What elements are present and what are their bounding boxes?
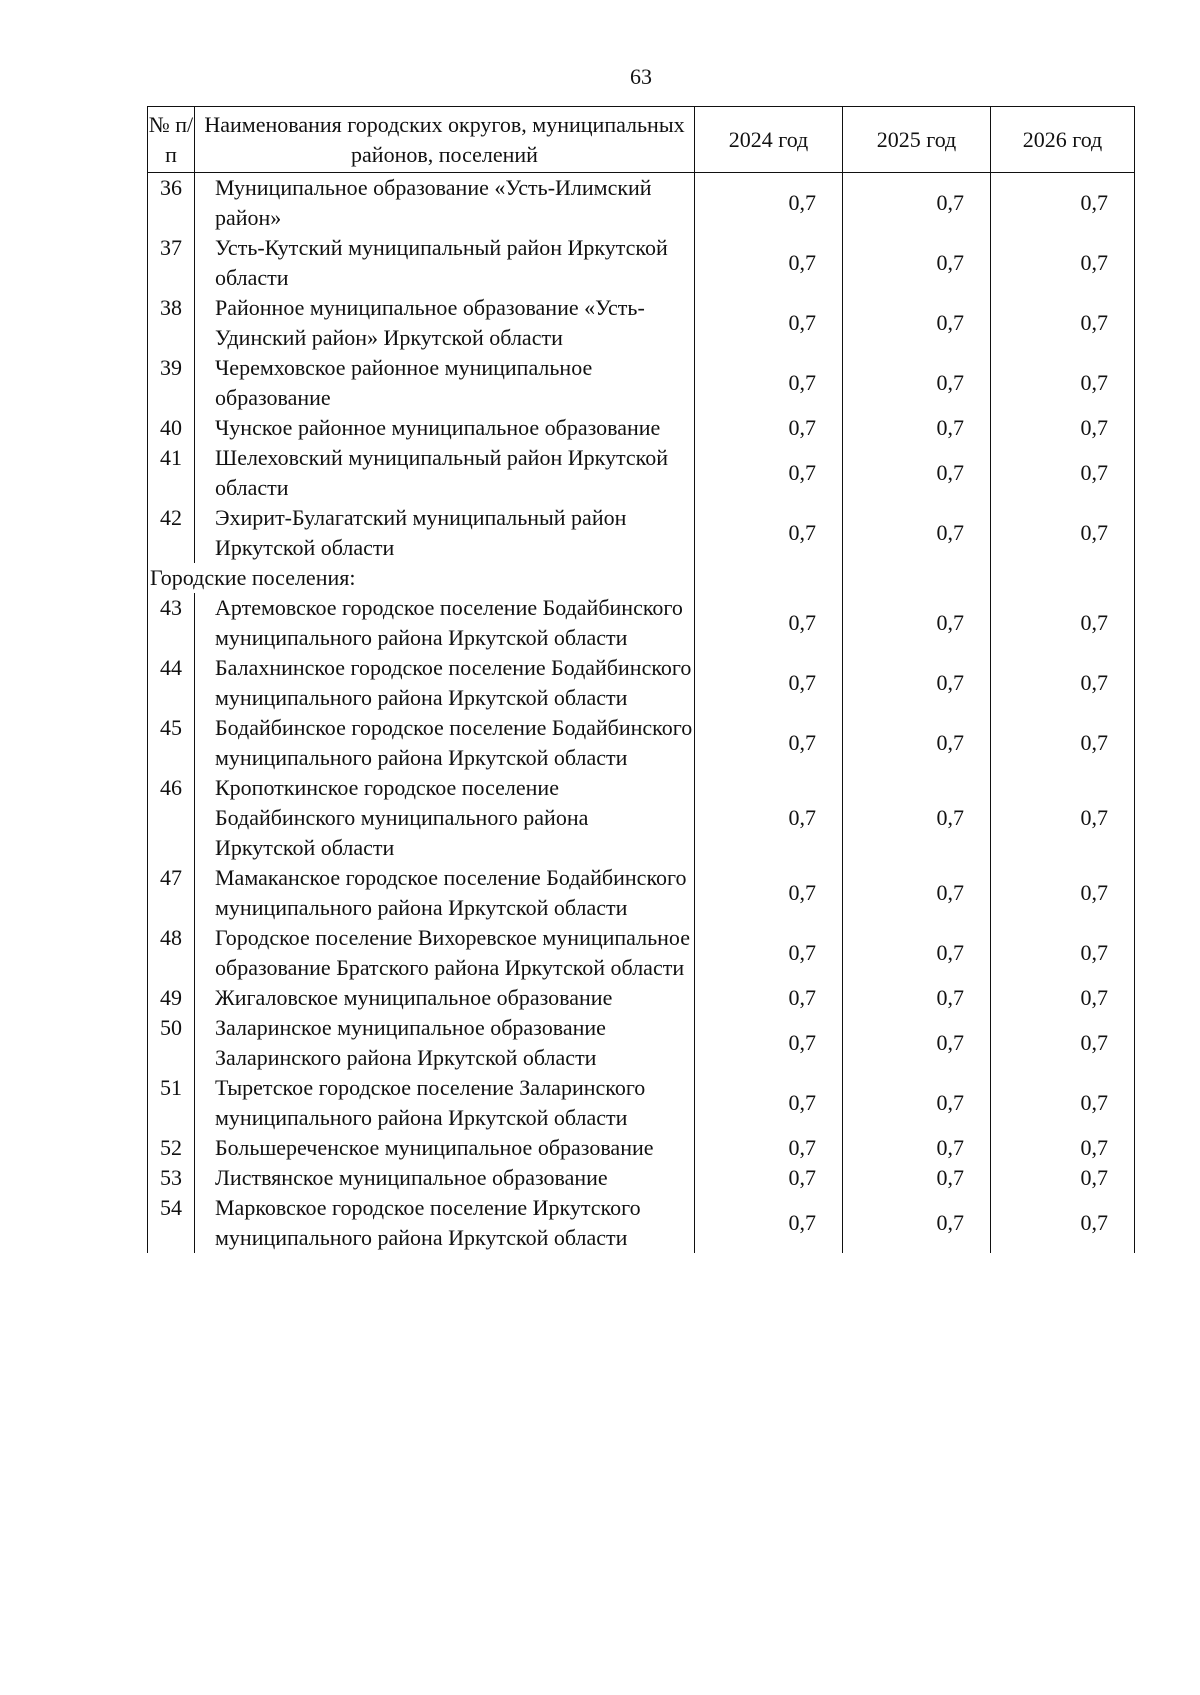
row-number: 37 bbox=[148, 233, 195, 293]
value-2024: 0,7 bbox=[695, 173, 843, 234]
value-2025: 0,7 bbox=[843, 1073, 991, 1133]
row-number: 39 bbox=[148, 353, 195, 413]
row-name: Чунское районное муниципальное образование bbox=[195, 413, 695, 443]
row-number: 42 bbox=[148, 503, 195, 563]
empty-cell bbox=[843, 563, 991, 593]
value-2025: 0,7 bbox=[843, 443, 991, 503]
value-2025: 0,7 bbox=[843, 983, 991, 1013]
row-name: Кропоткинское городское поселение Бодайбинского муниципального района Иркутской области bbox=[195, 773, 695, 863]
value-2025: 0,7 bbox=[843, 293, 991, 353]
value-2025: 0,7 bbox=[843, 413, 991, 443]
value-2026: 0,7 bbox=[991, 443, 1135, 503]
value-2024: 0,7 bbox=[695, 713, 843, 773]
value-2026: 0,7 bbox=[991, 983, 1135, 1013]
allocation-table bbox=[147, 106, 1135, 1253]
header-2025: 2025 год bbox=[843, 107, 991, 173]
value-2025: 0,7 bbox=[843, 233, 991, 293]
page-number: 63 bbox=[630, 64, 652, 89]
table-row bbox=[148, 1193, 1135, 1253]
row-number: 53 bbox=[148, 1163, 195, 1193]
value-2026: 0,7 bbox=[991, 353, 1135, 413]
value-2024: 0,7 bbox=[695, 1163, 843, 1193]
table-row bbox=[148, 353, 1135, 413]
row-number: 54 bbox=[148, 1193, 195, 1253]
header-2026: 2026 год bbox=[991, 107, 1135, 173]
row-name: Муниципальное образование «Усть-Илимский район» bbox=[195, 173, 695, 234]
row-name: Заларинское муниципальное образование Заларинского района Иркутской области bbox=[195, 1013, 695, 1073]
value-2026: 0,7 bbox=[991, 293, 1135, 353]
value-2026: 0,7 bbox=[991, 773, 1135, 863]
value-2025: 0,7 bbox=[843, 1133, 991, 1163]
row-number: 44 bbox=[148, 653, 195, 713]
row-number: 45 bbox=[148, 713, 195, 773]
section-row bbox=[148, 563, 1135, 593]
empty-cell bbox=[695, 563, 843, 593]
value-2024: 0,7 bbox=[695, 593, 843, 653]
table-row bbox=[148, 863, 1135, 923]
row-name: Районное муниципальное образование «Усть-Удинский район» Иркутской области bbox=[195, 293, 695, 353]
value-2025: 0,7 bbox=[843, 353, 991, 413]
row-number: 46 bbox=[148, 773, 195, 863]
row-name: Балахнинское городское поселение Бодайбинского муниципального района Иркутской области bbox=[195, 653, 695, 713]
row-number: 36 bbox=[148, 173, 195, 234]
value-2024: 0,7 bbox=[695, 503, 843, 563]
row-name: Жигаловское муниципальное образование bbox=[195, 983, 695, 1013]
table-header-row bbox=[148, 107, 1135, 173]
row-number: 43 bbox=[148, 593, 195, 653]
value-2024: 0,7 bbox=[695, 1013, 843, 1073]
value-2025: 0,7 bbox=[843, 713, 991, 773]
table-row bbox=[148, 173, 1135, 234]
value-2024: 0,7 bbox=[695, 413, 843, 443]
table-row bbox=[148, 233, 1135, 293]
row-name: Листвянское муниципальное образование bbox=[195, 1163, 695, 1193]
row-name: Черемховское районное муниципальное образование bbox=[195, 353, 695, 413]
table-row bbox=[148, 593, 1135, 653]
value-2024: 0,7 bbox=[695, 1193, 843, 1253]
row-name: Шелеховский муниципальный район Иркутской области bbox=[195, 443, 695, 503]
value-2024: 0,7 bbox=[695, 773, 843, 863]
empty-cell bbox=[991, 563, 1135, 593]
row-number: 51 bbox=[148, 1073, 195, 1133]
row-number: 48 bbox=[148, 923, 195, 983]
row-name: Тыретское городское поселение Заларинского муниципального района Иркутской области bbox=[195, 1073, 695, 1133]
value-2026: 0,7 bbox=[991, 863, 1135, 923]
value-2024: 0,7 bbox=[695, 923, 843, 983]
value-2025: 0,7 bbox=[843, 173, 991, 234]
value-2024: 0,7 bbox=[695, 983, 843, 1013]
row-number: 50 bbox=[148, 1013, 195, 1073]
value-2024: 0,7 bbox=[695, 653, 843, 713]
header-2024: 2024 год bbox=[695, 107, 843, 173]
value-2024: 0,7 bbox=[695, 1073, 843, 1133]
section-title: Городские поселения: bbox=[148, 563, 695, 593]
value-2024: 0,7 bbox=[695, 443, 843, 503]
table-row bbox=[148, 653, 1135, 713]
value-2025: 0,7 bbox=[843, 923, 991, 983]
value-2026: 0,7 bbox=[991, 1133, 1135, 1163]
table-row bbox=[148, 1133, 1135, 1163]
row-name: Марковское городское поселение Иркутского муниципального района Иркутской области bbox=[195, 1193, 695, 1253]
value-2026: 0,7 bbox=[991, 653, 1135, 713]
value-2026: 0,7 bbox=[991, 923, 1135, 983]
value-2026: 0,7 bbox=[991, 413, 1135, 443]
value-2026: 0,7 bbox=[991, 1073, 1135, 1133]
row-number: 49 bbox=[148, 983, 195, 1013]
row-number: 38 bbox=[148, 293, 195, 353]
row-number: 40 bbox=[148, 413, 195, 443]
row-name: Большереченское муниципальное образование bbox=[195, 1133, 695, 1163]
header-number: № п/п bbox=[148, 107, 195, 173]
value-2025: 0,7 bbox=[843, 863, 991, 923]
value-2025: 0,7 bbox=[843, 503, 991, 563]
row-name: Артемовское городское поселение Бодайбинского муниципального района Иркутской области bbox=[195, 593, 695, 653]
value-2025: 0,7 bbox=[843, 653, 991, 713]
table-row bbox=[148, 923, 1135, 983]
value-2024: 0,7 bbox=[695, 233, 843, 293]
table-row bbox=[148, 443, 1135, 503]
table-row bbox=[148, 1073, 1135, 1133]
table-row bbox=[148, 413, 1135, 443]
value-2026: 0,7 bbox=[991, 503, 1135, 563]
value-2026: 0,7 bbox=[991, 173, 1135, 234]
value-2026: 0,7 bbox=[991, 593, 1135, 653]
row-number: 41 bbox=[148, 443, 195, 503]
value-2024: 0,7 bbox=[695, 863, 843, 923]
value-2024: 0,7 bbox=[695, 1133, 843, 1163]
table-row bbox=[148, 1163, 1135, 1193]
header-name: Наименования городских округов, муниципальных районов, поселений bbox=[195, 107, 695, 173]
row-name: Усть-Кутский муниципальный район Иркутской области bbox=[195, 233, 695, 293]
value-2026: 0,7 bbox=[991, 713, 1135, 773]
value-2025: 0,7 bbox=[843, 773, 991, 863]
table-row bbox=[148, 983, 1135, 1013]
value-2024: 0,7 bbox=[695, 353, 843, 413]
table-row bbox=[148, 713, 1135, 773]
table-row bbox=[148, 773, 1135, 863]
table-row bbox=[148, 293, 1135, 353]
row-name: Эхирит-Булагатский муниципальный район Иркутской области bbox=[195, 503, 695, 563]
value-2026: 0,7 bbox=[991, 1163, 1135, 1193]
row-number: 47 bbox=[148, 863, 195, 923]
table-body bbox=[148, 173, 1135, 1254]
value-2024: 0,7 bbox=[695, 293, 843, 353]
value-2026: 0,7 bbox=[991, 1193, 1135, 1253]
row-name: Мамаканское городское поселение Бодайбинского муниципального района Иркутской области bbox=[195, 863, 695, 923]
table-row bbox=[148, 503, 1135, 563]
value-2025: 0,7 bbox=[843, 593, 991, 653]
value-2026: 0,7 bbox=[991, 233, 1135, 293]
table-row bbox=[148, 1013, 1135, 1073]
row-name: Городское поселение Вихоревское муниципальное образование Братского района Иркутской области bbox=[195, 923, 695, 983]
value-2026: 0,7 bbox=[991, 1013, 1135, 1073]
value-2025: 0,7 bbox=[843, 1013, 991, 1073]
value-2025: 0,7 bbox=[843, 1193, 991, 1253]
row-name: Бодайбинское городское поселение Бодайбинского муниципального района Иркутской области bbox=[195, 713, 695, 773]
row-number: 52 bbox=[148, 1133, 195, 1163]
value-2025: 0,7 bbox=[843, 1163, 991, 1193]
